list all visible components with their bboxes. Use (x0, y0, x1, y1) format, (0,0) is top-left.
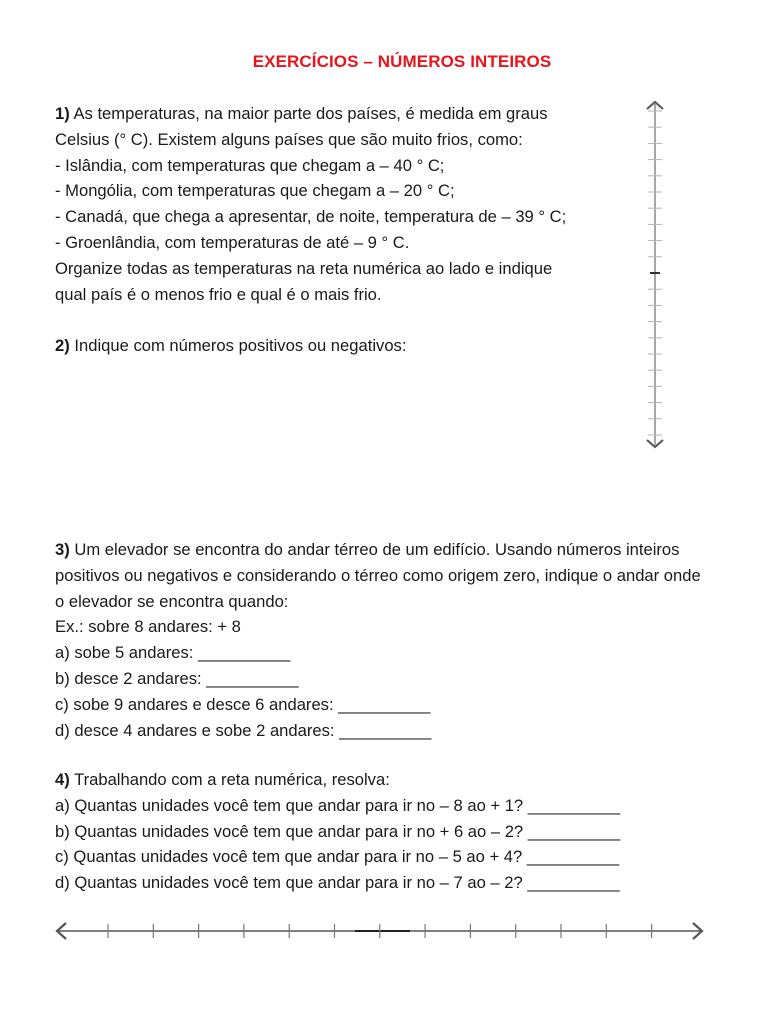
question-1-line: - Groenlândia, com temperaturas de até – 9 ° C. (55, 232, 410, 252)
page-title: EXERCÍCIOS – NÚMEROS INTEIROS (252, 52, 552, 71)
question-1-text: As temperaturas, na maior parte dos países, é medida em graus (73, 104, 548, 123)
question-3-text: Um elevador se encontra do andar térreo de um edifício. Usando números inteiros (74, 540, 680, 559)
question-3-item-c: c) sobe 9 andares e desce 6 andares: __________ (55, 694, 431, 714)
question-3-item-a: a) sobe 5 andares: __________ (55, 643, 291, 663)
question-4-item-b: b) Quantas unidades você tem que andar para ir no + 6 ao – 2? __________ (55, 821, 621, 841)
question-1-line: Celsius (° C). Existem alguns países que são muito frios, como: (55, 129, 523, 149)
question-4-text: Trabalhando com a reta numérica, resolva: (74, 770, 390, 789)
question-4-item-c: c) Quantas unidades você tem que andar para ir no – 5 ao + 4? __________ (55, 847, 620, 867)
question-2-text: Indique com números positivos ou negativos: (74, 336, 407, 355)
question-4-item-d: d) Quantas unidades você tem que andar para ir no – 7 ao – 2? __________ (55, 873, 620, 893)
question-4-number: 4) (55, 770, 70, 789)
question-1-line: - Islândia, com temperaturas que chegam a – 40 ° C; (55, 155, 445, 175)
question-1-line: - Canadá, que chega a apresentar, de noite, temperatura de – 39 ° C; (55, 207, 567, 227)
question-1-line: qual país é o menos frio e qual é o mais frio. (55, 284, 382, 304)
question-1-line: Organize todas as temperaturas na reta numérica ao lado e indique (55, 258, 553, 278)
question-3-item-b: b) desce 2 andares: __________ (55, 668, 299, 688)
question-3-line: positivos ou negativos e considerando o térreo como origem zero, indique o andar onde (55, 565, 701, 585)
question-3-number: 3) (55, 540, 70, 559)
question-3-line: o elevador se encontra quando: (55, 591, 289, 611)
question-2-number: 2) (55, 336, 70, 355)
question-1-number: 1) (55, 104, 70, 123)
question-3-example: Ex.: sobre 8 andares: + 8 (55, 617, 241, 637)
question-1-line: - Mongólia, com temperaturas que chegam a – 20 ° C; (55, 181, 455, 201)
question-4-item-a: a) Quantas unidades você tem que andar para ir no – 8 ao + 1? __________ (55, 795, 621, 815)
question-3-item-d: d) desce 4 andares e sobe 2 andares: __________ (55, 720, 432, 740)
